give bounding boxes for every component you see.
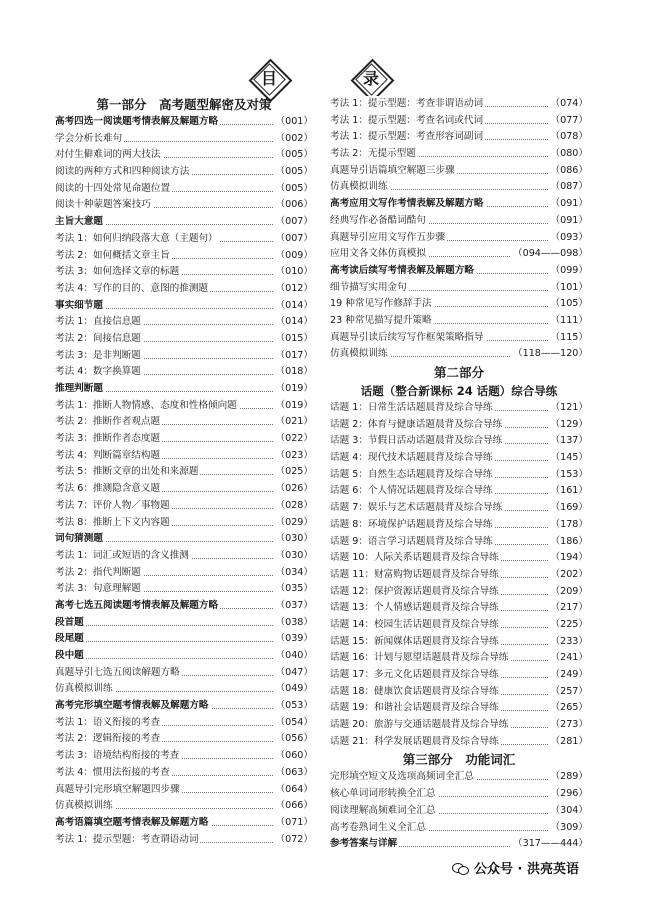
toc-entry[interactable]	[330, 346, 588, 363]
toc-entry[interactable]	[55, 782, 313, 799]
entry-title: 考法 2：如何概括文章主旨	[55, 248, 172, 265]
watermark	[452, 858, 579, 877]
toc-section-entry[interactable]	[330, 196, 588, 213]
toc-entry[interactable]	[330, 500, 588, 517]
entry-title: 高考七选五阅读题考情表解及解题方略	[55, 598, 220, 615]
entry-title: 考法 2：无提示型题	[330, 146, 418, 163]
entry-title: 段中题	[55, 648, 86, 665]
toc-entry[interactable]	[55, 765, 313, 782]
entry-title: 阅读的两种方式和四种阅读方法	[55, 164, 191, 181]
entry-page-number: （007）	[274, 231, 314, 248]
toc-entry[interactable]	[330, 467, 588, 484]
entry-title: 考法 5：推断文章的出处和来源题	[55, 464, 200, 481]
entry-title: 仿真模拟训练	[330, 346, 390, 363]
toc-entry[interactable]	[55, 164, 313, 181]
toc-section-entry[interactable]	[55, 631, 313, 648]
entry-title: 话题 11：财富购物话题晨背及综合导练	[330, 567, 501, 584]
toc-entry[interactable]	[330, 483, 588, 500]
toc-section-entry[interactable]	[55, 815, 313, 832]
entry-page-number: （137）	[549, 433, 589, 450]
entry-title: 话题 14：校园生活话题晨背及综合导练	[330, 617, 501, 634]
entry-page-number: （005）	[274, 164, 314, 181]
entry-page-number: （019）	[274, 381, 314, 398]
entry-page-number: （006）	[274, 197, 314, 214]
entry-page-number: （169）	[549, 500, 589, 517]
entry-title: 话题 5：自然生态话题晨背及综合导练	[330, 467, 495, 484]
entry-title: 考法 1：词汇或短语的含义推测	[55, 548, 191, 565]
entry-page-number: （209）	[549, 584, 589, 601]
toc-entry[interactable]	[55, 248, 313, 265]
toc-section-entry[interactable]	[55, 214, 313, 231]
entry-title: 话题 2：体育与健康话题晨背及综合导练	[330, 417, 504, 434]
entry-title: 高考完形填空题考情表解及解题方略	[55, 698, 211, 715]
toc-entry[interactable]	[55, 515, 313, 532]
entry-title: 话题 20：旅游与交通话题晨背及综合导练	[330, 717, 510, 734]
entry-title: 真题导引完形填空解题四步骤	[55, 782, 182, 799]
entry-page-number: （087）	[549, 179, 589, 196]
entry-page-number: （012）	[274, 281, 314, 298]
toc-section-entry[interactable]	[55, 648, 313, 665]
entry-title: 考法 4：写作的目的、意图的推测题	[55, 281, 210, 298]
entry-title: 对付生僻难词的两大技法	[55, 147, 163, 164]
title-char-mu: 目	[260, 69, 277, 88]
entry-page-number: （241）	[549, 650, 589, 667]
toc-entry[interactable]	[55, 498, 313, 515]
entry-page-number: （040）	[274, 648, 314, 665]
entry-title: 考法 3：如何选择文章的标题	[55, 264, 181, 281]
entry-page-number: （060）	[274, 748, 314, 765]
entry-page-number: （233）	[549, 634, 589, 651]
toc-entry[interactable]	[330, 296, 588, 313]
toc-entry[interactable]	[55, 231, 313, 248]
toc-entry[interactable]	[55, 414, 313, 431]
entry-page-number: （023）	[274, 448, 314, 465]
toc-entry[interactable]	[330, 634, 588, 651]
toc-entry[interactable]	[330, 600, 588, 617]
entry-title: 词句猜测题	[55, 531, 105, 548]
entry-title: 真题导引读后续写写作框架策略指导	[330, 330, 486, 347]
entry-page-number: （265）	[549, 700, 589, 717]
toc-section-entry[interactable]	[55, 298, 313, 315]
toc-entry[interactable]	[330, 534, 588, 551]
entry-title: 话题 10：人际关系话题晨背及综合导练	[330, 550, 501, 567]
entry-page-number: （093）	[549, 230, 589, 247]
toc-section-entry[interactable]	[55, 615, 313, 632]
entry-page-number: （017）	[274, 348, 314, 365]
entry-page-number: （002）	[274, 131, 314, 148]
entry-title: 话题 16：计划与愿望话题晨背及综合导练	[330, 650, 510, 667]
entry-title: 话题 7：娱乐与艺术话题晨背及综合导练	[330, 500, 504, 517]
entry-page-number: （202）	[549, 567, 589, 584]
toc-entry[interactable]	[330, 717, 588, 734]
toc-entry[interactable]	[330, 667, 588, 684]
toc-entry[interactable]	[55, 348, 313, 365]
toc-entry[interactable]	[55, 181, 313, 198]
title-diamond-2	[351, 59, 391, 99]
entry-page-number: （118——120）	[511, 346, 588, 363]
entry-page-number: （194）	[549, 550, 589, 567]
toc-entry[interactable]	[330, 584, 588, 601]
entry-title: 话题 13：个人情感话题晨背及综合导练	[330, 600, 501, 617]
entry-title: 话题 1：日常生活话题晨背及综合导练	[330, 400, 495, 417]
entry-page-number: （296）	[549, 786, 589, 803]
entry-title: 考法 7：评价人物／事物题	[55, 498, 172, 515]
entry-page-number: （115）	[549, 330, 589, 347]
entry-page-number: （217）	[549, 600, 589, 617]
toc-section-entry[interactable]	[55, 698, 313, 715]
entry-title: 高考语篇填空题考情表解及解题方略	[55, 815, 211, 832]
entry-page-number: （304）	[549, 803, 589, 820]
entry-page-number: （022）	[274, 431, 314, 448]
entry-title: 考法 1：推断人物情感、态度和性格倾向题	[55, 398, 239, 415]
entry-page-number: （281）	[549, 734, 589, 751]
entry-page-number: （054）	[274, 715, 314, 732]
entry-title: 考法 4：惯用法衔接的考查	[55, 765, 172, 782]
toc-left-column	[55, 95, 313, 848]
entry-title: 细节描写实用金句	[330, 280, 409, 297]
entry-page-number: （077）	[549, 113, 589, 130]
toc-entry[interactable]	[330, 246, 588, 263]
entry-title: 考法 2：逻辑衔接的考查	[55, 731, 162, 748]
entry-title: 考法 1：提示型题：考查非谓语动词	[330, 96, 485, 113]
entry-page-number: （129）	[549, 417, 589, 434]
entry-page-number: （099）	[549, 263, 589, 280]
entry-page-number: （121）	[549, 400, 589, 417]
toc-entry[interactable]	[55, 448, 313, 465]
entry-page-number: （010）	[274, 264, 314, 281]
entry-title: 高考应用文写作考情表解及解题方略	[330, 196, 486, 213]
entry-title: 高考四选一阅读题考情表解及解题方略	[55, 114, 220, 131]
entry-title: 话题 3：节假日活动话题晨背及综合导练	[330, 433, 504, 450]
toc-entry[interactable]	[55, 281, 313, 298]
entry-title: 仿真模拟训练	[330, 179, 390, 196]
toc-entry[interactable]	[330, 113, 588, 130]
entry-title: 考法 2：指代判断题	[55, 565, 143, 582]
entry-page-number: （021）	[274, 414, 314, 431]
entry-page-number: （007）	[274, 214, 314, 231]
entry-page-number: （186）	[549, 534, 589, 551]
entry-page-number: （014）	[274, 314, 314, 331]
entry-title: 阅读十种蒙题答案技巧	[55, 197, 153, 214]
toc-entry[interactable]	[330, 517, 588, 534]
toc-entry[interactable]	[55, 731, 313, 748]
entry-page-number: （026）	[274, 481, 314, 498]
entry-page-number: （153）	[549, 467, 589, 484]
entry-page-number: （111）	[549, 313, 589, 330]
entry-page-number: （047）	[274, 665, 314, 682]
entry-page-number: （030）	[274, 531, 314, 548]
toc-entry[interactable]	[330, 213, 588, 230]
toc-entry[interactable]	[55, 798, 313, 815]
entry-title: 事实细节题	[55, 298, 105, 315]
toc-entry[interactable]	[330, 803, 588, 820]
toc-section-entry[interactable]	[55, 381, 313, 398]
toc-entry[interactable]	[55, 147, 313, 164]
entry-page-number: （056）	[274, 731, 314, 748]
title-diamond-1	[249, 59, 289, 99]
toc-entry[interactable]	[55, 748, 313, 765]
wechat-icon	[452, 861, 468, 875]
toc-entry[interactable]	[55, 565, 313, 582]
entry-page-number: （072）	[274, 832, 314, 849]
entry-title: 话题 15：新闻媒体话题晨背及综合导练	[330, 634, 501, 651]
entry-title: 推理判断题	[55, 381, 105, 398]
entry-title: 经典写作必备酷词酷句	[330, 213, 428, 230]
toc-section-entry[interactable]	[55, 531, 313, 548]
part-subheading: 话题（整合新课标 24 话题）综合导练	[360, 384, 558, 398]
entry-title: 考法 2：间接信息题	[55, 331, 143, 348]
toc-entry[interactable]	[55, 665, 313, 682]
entry-page-number: （066）	[274, 798, 314, 815]
entry-title: 学会分析长难句	[55, 131, 124, 148]
entry-page-number: （257）	[549, 684, 589, 701]
toc-entry[interactable]	[330, 450, 588, 467]
entry-title: 考法 1：提示型题：考查谓语动词	[55, 832, 200, 849]
entry-title: 高考读后续写考情表解及解题方略	[330, 263, 476, 280]
toc-section-entry[interactable]	[55, 598, 313, 615]
entry-title: 考法 6：推测隐含意义题	[55, 481, 162, 498]
toc-entry[interactable]	[330, 313, 588, 330]
toc-entry[interactable]	[330, 417, 588, 434]
toc-entry[interactable]	[330, 684, 588, 701]
entry-title: 段首题	[55, 615, 86, 632]
entry-title: 话题 9：语言学习话题晨背及综合导练	[330, 534, 495, 551]
entry-page-number: （028）	[274, 498, 314, 515]
toc-entry[interactable]	[330, 230, 588, 247]
entry-page-number: （091）	[549, 213, 589, 230]
toc-entry[interactable]	[55, 314, 313, 331]
entry-page-number: （101）	[549, 280, 589, 297]
entry-title: 考法 1：直接信息题	[55, 314, 143, 331]
entry-title: 考法 1：如何归纳段落大意（主题句）	[55, 231, 220, 248]
entry-page-number: （289）	[549, 769, 589, 786]
toc-entry[interactable]	[330, 786, 588, 803]
toc-entry[interactable]	[55, 548, 313, 565]
entry-title: 话题 17：多元文化话题晨背及综合导练	[330, 667, 501, 684]
entry-page-number: （309）	[549, 820, 589, 837]
entry-page-number: （063）	[274, 765, 314, 782]
entry-page-number: （049）	[274, 681, 314, 698]
entry-title: 考法 4：判断篇章结构题	[55, 448, 162, 465]
entry-page-number: （029）	[274, 515, 314, 532]
toc-entry[interactable]	[55, 481, 313, 498]
entry-title: 考法 1：提示型题：考查名词或代词	[330, 113, 485, 130]
toc-entry[interactable]	[55, 331, 313, 348]
entry-title: 考法 1：提示型题：考查形容词副词	[330, 129, 485, 146]
toc-entry[interactable]	[55, 464, 313, 481]
toc-entry[interactable]	[55, 832, 313, 849]
part-heading: 第三部分 功能词汇	[402, 752, 516, 768]
entry-title: 考法 8：推断上下文内容题	[55, 515, 172, 532]
entry-title: 话题 8：环境保护话题晨背及综合导练	[330, 517, 495, 534]
entry-page-number: （053）	[274, 698, 314, 715]
toc-entry[interactable]	[55, 131, 313, 148]
entry-page-number: （273）	[549, 717, 589, 734]
entry-page-number: （034）	[274, 565, 314, 582]
entry-title: 主旨大意题	[55, 214, 105, 231]
entry-title: 仿真模拟训练	[55, 681, 115, 698]
entry-title: 话题 6：个人情况话题晨背及综合导练	[330, 483, 495, 500]
toc-entry[interactable]	[330, 96, 588, 113]
entry-page-number: （074）	[549, 96, 589, 113]
entry-page-number: （014）	[274, 298, 314, 315]
entry-title: 话题 12：保护资源话题晨背及综合导练	[330, 584, 501, 601]
entry-title: 考法 1：语义衔接的考查	[55, 715, 162, 732]
toc-section-entry[interactable]	[55, 114, 313, 131]
entry-page-number: （249）	[549, 667, 589, 684]
entry-title: 话题 19：和谐社会话题晨背及综合导练	[330, 700, 501, 717]
entry-page-number: （015）	[274, 331, 314, 348]
entry-page-number: （094——098）	[511, 246, 588, 263]
toc-entry[interactable]	[330, 734, 588, 751]
title-char-lu: 录	[362, 69, 379, 88]
toc-entry[interactable]	[55, 581, 313, 598]
entry-page-number: （071）	[274, 815, 314, 832]
entry-page-number: （078）	[549, 129, 589, 146]
entry-page-number: （091）	[549, 196, 589, 213]
entry-page-number: （005）	[274, 181, 314, 198]
entry-page-number: （178）	[549, 517, 589, 534]
entry-title: 阅读理解高频难词全汇总	[330, 803, 438, 820]
toc-entry[interactable]	[330, 400, 588, 417]
entry-page-number: （086）	[549, 163, 589, 180]
toc-entry[interactable]	[330, 129, 588, 146]
entry-title: 考法 3：是非判断题	[55, 348, 143, 365]
toc-entry[interactable]	[330, 433, 588, 450]
toc-entry[interactable]	[330, 179, 588, 196]
entry-title: 参考答案与详解	[330, 836, 399, 853]
toc-section-entry[interactable]	[330, 836, 588, 853]
toc-entry[interactable]	[330, 700, 588, 717]
entry-page-number: （317——444）	[511, 836, 588, 853]
entry-page-number: （225）	[549, 617, 589, 634]
toc-entry[interactable]	[330, 769, 588, 786]
toc-entry[interactable]	[330, 650, 588, 667]
toc-entry[interactable]	[55, 681, 313, 698]
entry-title: 核心单词词形转换全汇总	[330, 786, 438, 803]
toc-entry[interactable]	[330, 617, 588, 634]
toc-entry[interactable]	[55, 364, 313, 381]
entry-title: 段尾题	[55, 631, 86, 648]
entry-title: 阅读的十四处常见命题位置	[55, 181, 172, 198]
toc-entry[interactable]	[330, 280, 588, 297]
entry-page-number: （080）	[549, 146, 589, 163]
entry-title: 真题导引七选五阅读解题方略	[55, 665, 182, 682]
entry-title: 考法 3：推断作者态度题	[55, 431, 162, 448]
entry-page-number: （105）	[549, 296, 589, 313]
part-heading: 第一部分 高考题型解密及对策	[96, 97, 272, 112]
entry-page-number: （001）	[274, 114, 314, 131]
toc-entry[interactable]	[55, 197, 313, 214]
entry-page-number: （030）	[274, 548, 314, 565]
entry-title: 考法 3：语境结构衔接的考查	[55, 748, 181, 765]
entry-page-number: （035）	[274, 581, 314, 598]
watermark-text: 公众号 · 洪亮英语	[474, 862, 579, 877]
toc-entry[interactable]	[330, 146, 588, 163]
entry-title: 真题导引应用文写作五步骤	[330, 230, 447, 247]
toc-entry[interactable]	[55, 398, 313, 415]
entry-title: 考法 3：句意理解题	[55, 581, 143, 598]
entry-page-number: （025）	[274, 464, 314, 481]
entry-page-number: （009）	[274, 248, 314, 265]
toc-entry[interactable]	[55, 715, 313, 732]
toc-entry[interactable]	[330, 163, 588, 180]
toc-section-entry[interactable]	[330, 263, 588, 280]
entry-title: 23 种常见描写提升策略	[330, 313, 434, 330]
entry-title: 高考卷熟词生义全汇总	[330, 820, 428, 837]
entry-title: 应用文各文体仿真模拟	[330, 246, 428, 263]
toc-entry[interactable]	[55, 264, 313, 281]
toc-entry[interactable]	[55, 431, 313, 448]
entry-page-number: （038）	[274, 615, 314, 632]
toc-entry[interactable]	[330, 567, 588, 584]
part-heading: 第二部分	[433, 365, 484, 380]
toc-right-column	[330, 96, 588, 853]
entry-page-number: （018）	[274, 364, 314, 381]
entry-title: 19 种常见写作修辞手法	[330, 296, 434, 313]
entry-page-number: （019）	[274, 398, 314, 415]
entry-page-number: （037）	[274, 598, 314, 615]
entry-title: 考法 2：推断作者观点题	[55, 414, 162, 431]
entry-title: 话题 4：现代技术话题晨背及综合导练	[330, 450, 495, 467]
entry-title: 考法 4：数字换算题	[55, 364, 143, 381]
entry-page-number: （145）	[549, 450, 589, 467]
entry-title: 话题 18：健康饮食话题晨背及综合导练	[330, 684, 501, 701]
toc-entry[interactable]	[330, 550, 588, 567]
toc-entry[interactable]	[330, 820, 588, 837]
entry-page-number: （005）	[274, 147, 314, 164]
entry-page-number: （039）	[274, 631, 314, 648]
toc-entry[interactable]	[330, 330, 588, 347]
entry-title: 话题 21：科学发展话题晨背及综合导练	[330, 734, 501, 751]
entry-title: 完形填空短文及选项高频词全汇总	[330, 769, 476, 786]
entry-page-number: （064）	[274, 782, 314, 799]
entry-page-number: （161）	[549, 483, 589, 500]
entry-title: 仿真模拟训练	[55, 798, 115, 815]
entry-title: 真题导引语篇填空解题三步骤	[330, 163, 457, 180]
